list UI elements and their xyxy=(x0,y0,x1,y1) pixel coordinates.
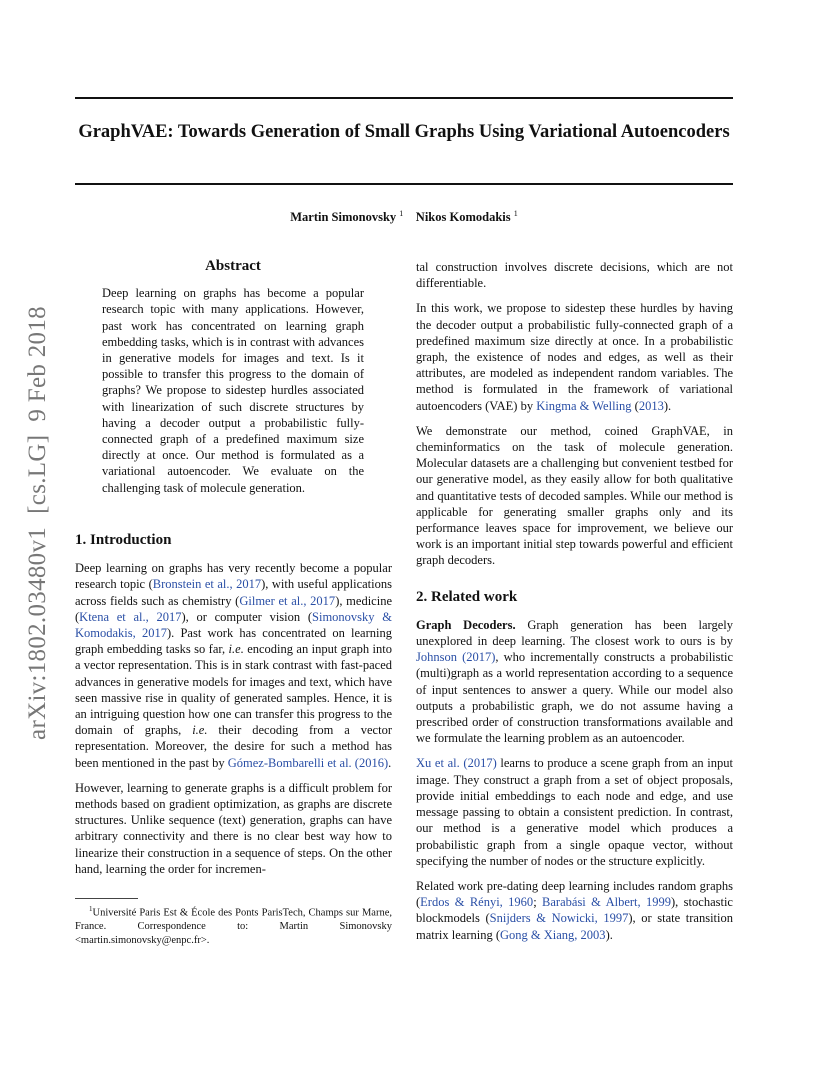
citation-link[interactable]: Snijders & Nowicki, 1997 xyxy=(489,911,629,926)
citation-link[interactable]: Johnson (2017) xyxy=(416,650,496,665)
intro-paragraph: In this work, we propose to sidestep these hurdles by having the decoder output a probabilistic fully-connected graph of a predefined maximum size directly at once. In a probabilistic graph, the existence of nodes and edges, as well as their attributes, are modeled as independent random variables. The method is formulated in the framework of variational autoencoders (VAE) by Kingma & Welling (2013). xyxy=(416,301,733,413)
intro-paragraph: Deep learning on graphs has very recently become a popular research topic (Bronstein et al., 2017), with useful applications across fields such as chemistry (Gilmer et al., 2017), medicine (Ktena et al., 2017), or computer vision (Simonovsky & Komodakis, 2017). Past work has concentrated on learning graph embedding tasks so far, i.e. encoding an input graph into a vector representation. This is in stark contrast with fast-paced advances in generative models for images and text, which have seen massive rise in quality of generated samples. Hence, it is an intriguing question how one can transfer this progress to the domain of graphs, i.e. their decoding from a vector representation. Moreover, the desire for such a method has been mentioned in the past by Gómez-Bombarelli et al. (2016). xyxy=(75,561,392,770)
left-column xyxy=(75,532,392,886)
abstract-text: Deep learning on graphs has become a popular research topic with many applications. However, past work has concentrated on learning graph embedding tasks, which is in contrast with advances in generative models for images and text. Is it possible to transfer this progress to the domain of graphs? We propose to sidestep hurdles associated with linearization of such discrete structures by having a decoder output a probabilistic fully-connected graph of a predefined maximum size directly at once. Our method is formulated as a variational autoencoder. We evaluate on the challenging task of molecule generation. xyxy=(102,286,364,495)
citation-link[interactable]: Gómez-Bombarelli et al. (2016) xyxy=(227,755,389,770)
related-paragraph: Related work pre-dating deep learning includes random graphs (Erdos & Rényi, 1960; Barabási & Albert, 1999), stochastic blockmodels (Snijders & Nowicki, 1997), or state transition matrix learning (Gong & Xiang, 2003). xyxy=(416,878,734,942)
footnote-rule xyxy=(75,898,138,899)
author-name: Martin Simonovsky xyxy=(290,210,397,225)
intro-paragraph: We demonstrate our method, coined GraphVAE, in cheminformatics on the task of molecule generation. Molecular datasets are a challenging but convenient testbed for our generative model, as they easily allow for both qualitative and quantitative tests of decoded samples. While our method is applicable for generating smaller graphs only and its performance leaves space for improvement, we believe our work is an important initial step towards powerful and efficient graph decoders. xyxy=(416,423,733,568)
title-rule-top xyxy=(75,97,733,99)
citation-link[interactable]: Bronstein et al., 2017 xyxy=(152,577,262,592)
intro-paragraph: However, learning to generate graphs is a difficult problem for methods based on gradient optimization, as graphs are discrete structures. Unlike sequence (text) generation, graphs can have arbitrary connectivity and there is no clear best way how to linearize their construction in a sequence of steps. On the other hand, learning the order for incremen- xyxy=(75,780,392,876)
citation-link[interactable]: Erdos & Rényi, 1960 xyxy=(420,895,534,910)
author-name: Nikos Komodakis xyxy=(415,210,511,225)
author-affiliation: 1 xyxy=(513,209,518,218)
author-list xyxy=(75,209,733,225)
citation-link[interactable]: Barabási & Albert, 1999 xyxy=(542,895,672,910)
citation-link[interactable]: Gong & Xiang, 2003 xyxy=(500,927,606,942)
footnote xyxy=(75,903,392,947)
citation-link[interactable]: Gilmer et al., 2017 xyxy=(239,593,336,608)
footnote-mark: 1 xyxy=(89,905,93,913)
related-paragraph: Graph Decoders. Graph generation has been largely unexplored in deep learning. The closest work to ours is by Johnson (2017), who incrementally constructs a probabilistic (multi)graph as a world representation according to a sequence of input sentences to answer a query. While our model also outputs a probabilistic graph, we do not assume having a prescribed order of construction transformations available and we formulate the learning problem as an autoencoder. xyxy=(416,617,733,746)
right-column xyxy=(416,259,733,952)
arxiv-id: arXiv:1802.03480v1 [cs.LG] 9 Feb 2018 xyxy=(24,306,51,740)
related-paragraph: Xu et al. (2017) learns to produce a scene graph from an input image. They construct a graph from a set of object proposals, provide initial embeddings to each node and edge, and use message passing to obtain a consistent prediction. In contrast, our method is a generative model which produces a probabilistic graph from a single opaque vector, without specifying the number of nodes or the structure explicitly. xyxy=(416,756,733,868)
footnote-text: Université Paris Est & École des Ponts ParisTech, Champs sur Marne, France. Correspondence to: Martin Simonovsky <martin.simonovsky@enpc.fr>. xyxy=(75,907,392,946)
citation-link[interactable]: Simonovsky & Komodakis, 2017 xyxy=(75,609,392,641)
paper-title: GraphVAE: Towards Generation of Small Graphs Using Variational Autoencoders xyxy=(78,122,730,142)
intro-heading: 1. Introduction xyxy=(75,532,172,548)
related-heading: 2. Related work xyxy=(416,588,518,605)
citation-link[interactable]: 2013 xyxy=(638,398,664,413)
abstract-section xyxy=(102,258,364,496)
abstract-heading: Abstract xyxy=(205,258,261,274)
intro-paragraph-continued: tal construction involves discrete decisions, which are not differentiable. xyxy=(416,260,733,291)
author-affiliation: 1 xyxy=(399,209,404,218)
title-rule-bottom xyxy=(75,183,733,185)
citation-link[interactable]: Ktena et al., 2017 xyxy=(79,609,182,624)
citation-link[interactable]: Xu et al. (2017) xyxy=(416,756,497,771)
citation-link[interactable]: Kingma & Welling xyxy=(536,398,632,413)
